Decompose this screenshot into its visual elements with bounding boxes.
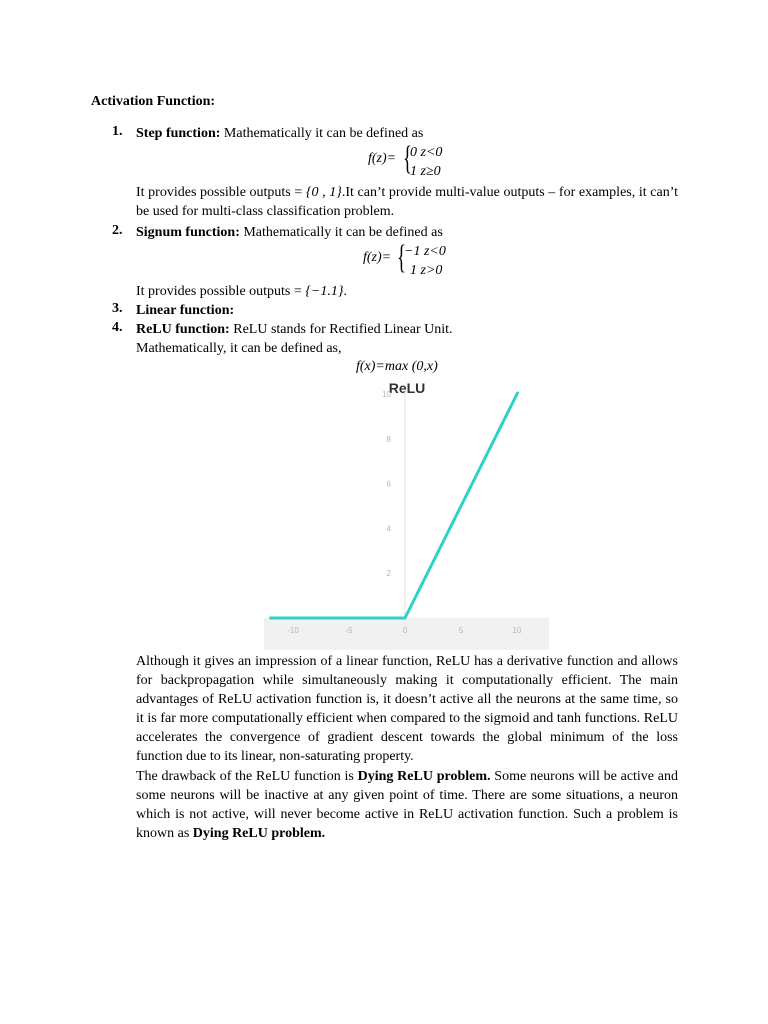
item-intro-text: Mathematically it can be defined as — [239, 225, 443, 240]
x-tick-label: -5 — [345, 626, 353, 635]
y-tick-label: 2 — [386, 569, 391, 579]
item-title: Linear function: — [136, 303, 235, 318]
y-tick-label: 8 — [386, 434, 391, 444]
outputs-set: {−1.1} — [305, 284, 344, 299]
step-case-2: 1 z≥0 — [410, 164, 441, 179]
item-intro-text: Mathematically it can be defined as — [220, 126, 424, 141]
drawback-bold-term-end: Dying ReLU problem. — [192, 826, 326, 841]
y-tick-label: 6 — [386, 479, 391, 489]
relu-chart — [262, 378, 552, 650]
item-title: Signum function: — [136, 225, 240, 240]
chart-title: ReLU — [388, 380, 426, 396]
drawback-text-middle: Some neurons will be active and some neurons will be inactive at any given point of time. There are some situations, a neuron which is not active, will never become active in ReLU activation function. Such a problem is known as — [136, 769, 679, 841]
relu-paragraph-drawback — [136, 767, 678, 843]
item-number: 3. — [112, 301, 123, 316]
step-equation-brace: { — [403, 140, 412, 177]
relu-paragraph-advantages: Although it gives an impression of a linear function, ReLU has a derivative function and allows for backpropagation while simultaneously making it computationally efficient. The main advantages of ReLU activation function is, it doesn’t active all the neurons at the same time, so it is far more computationally efficient when compared to the sigmoid and tanh functions. ReLU accelerates the convergence of gradient descent towards the global minimum of the loss function due to its linear, non-saturating property. — [136, 654, 678, 764]
x-tick-label: 5 — [458, 626, 464, 635]
relu-formula: f(x)=max (0,x) — [356, 359, 438, 374]
signum-case-1: −1 z<0 — [404, 244, 446, 259]
y-tick-label: 10 — [382, 390, 391, 399]
item-number: 1. — [112, 124, 123, 139]
item-title: Step function: — [136, 126, 221, 141]
item-line2: Mathematically, it can be defined as, — [136, 341, 342, 356]
item-intro-text: ReLU stands for Rectified Linear Unit. — [229, 322, 453, 337]
outputs-label: It provides possible outputs = — [136, 185, 306, 200]
item-number: 4. — [112, 320, 123, 335]
outputs-rest: .It can’t provide multi-value outputs – for examples, it can’t be used for multi-class classification problem. — [136, 185, 678, 219]
item-intro — [136, 223, 678, 242]
outputs-label: It provides possible outputs = — [136, 284, 306, 299]
x-tick-label: -10 — [287, 626, 299, 635]
outputs-set: {0 , 1} — [305, 185, 342, 200]
item-intro — [136, 320, 678, 358]
signum-outputs-text — [136, 282, 678, 301]
step-outputs-text — [136, 183, 678, 221]
section-heading: Activation Function: — [91, 94, 216, 109]
item-title: ReLU function: — [136, 322, 230, 337]
step-case-1: 0 z<0 — [410, 145, 443, 160]
step-equation-lhs: f(z)= — [368, 151, 397, 166]
y-tick-label: 4 — [386, 524, 391, 534]
signum-equation-lhs: f(z)= — [363, 250, 392, 265]
drawback-bold-term: Dying ReLU problem. — [357, 769, 491, 784]
item-intro — [136, 301, 678, 320]
relu-chart-svg — [262, 378, 552, 650]
outputs-rest: . — [343, 284, 347, 299]
x-tick-label: 10 — [512, 626, 522, 635]
item-number: 2. — [112, 223, 123, 238]
x-tick-label: 0 — [402, 626, 408, 635]
relu-series-line — [271, 393, 518, 618]
drawback-text-start: The drawback of the ReLU function is — [136, 769, 358, 784]
signum-equation-brace: { — [397, 239, 406, 276]
signum-case-2: 1 z>0 — [410, 263, 443, 278]
